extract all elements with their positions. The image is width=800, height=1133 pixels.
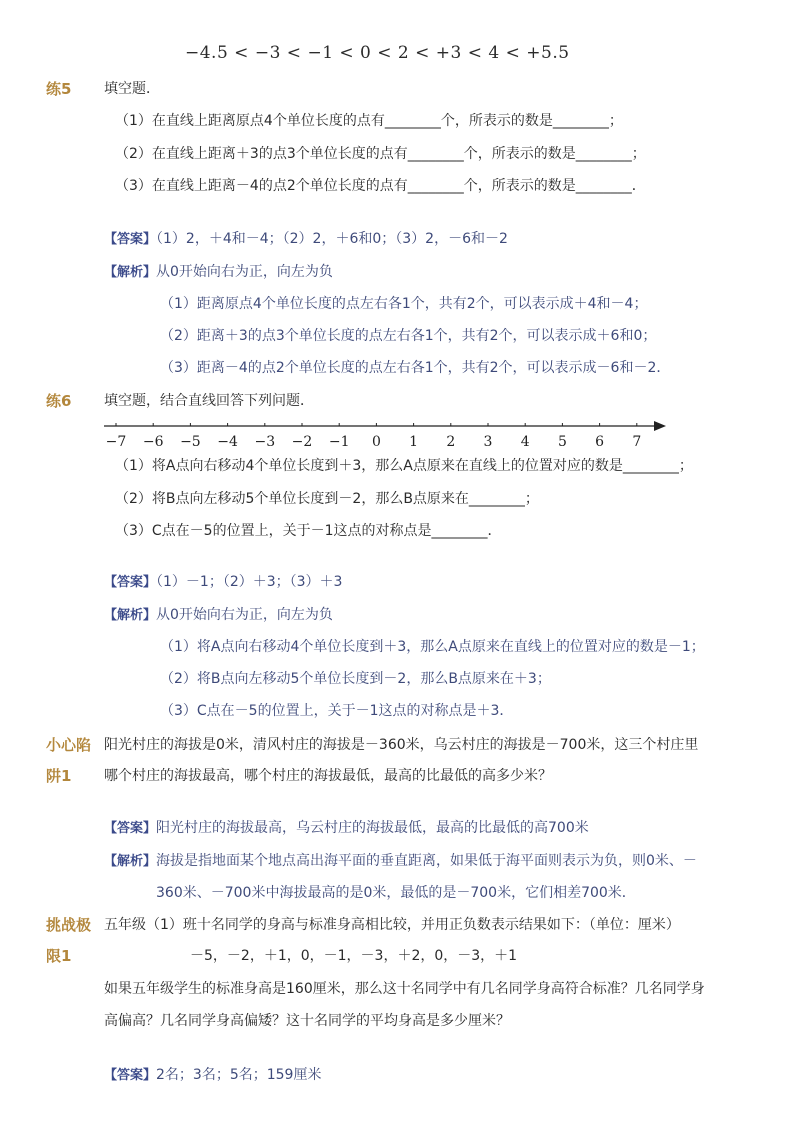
challenge1-answer-text: 2名；3名；5名；159厘米: [156, 1067, 322, 1083]
ex6-label: 练6: [46, 392, 72, 410]
ex5-analysis-1: （1）距离原点4个单位长度的点左右各1个，共有2个，可以表示成＋4和－4；: [160, 296, 648, 312]
number-line-label: 1: [409, 434, 419, 450]
number-line-label: 7: [632, 434, 642, 450]
trap1-line-1: 阳光村庄的海拔是0米，清风村庄的海拔是－360米，乌云村庄的海拔是－700米，这三个村庄里: [104, 737, 699, 753]
ex5-question-3: （3）在直线上距离－4的点2个单位长度的点有________个，所表示的数是________．: [115, 178, 646, 194]
ex5-analysis-2: （2）距离＋3的点3个单位长度的点左右各1个，共有2个，可以表示成＋6和0；: [160, 328, 657, 344]
trap1-line-2: 哪个村庄的海拔最高，哪个村庄的海拔最低，最高的比最低的高多少米？: [104, 768, 552, 784]
challenge1-label-line1: 挑战极: [46, 916, 92, 934]
ex6-answer: [104, 572, 342, 593]
analysis-tag: 【解析】: [104, 854, 157, 869]
ex6-question-1: （1）将A点向右移动4个单位长度到＋3，那么A点原来在直线上的位置对应的数是________；: [115, 458, 693, 474]
challenge1-answer: [104, 1065, 321, 1086]
ex6-analysis-intro: 从0开始向右为正，向左为负: [156, 607, 333, 623]
number-line-label: 0: [371, 434, 381, 450]
number-line-label: 6: [595, 434, 605, 450]
ex5-title: 填空题．: [104, 81, 160, 97]
ex6-analysis: [104, 605, 333, 626]
number-line-label: −3: [254, 434, 276, 450]
analysis-tag: 【解析】: [104, 608, 157, 623]
ex5-label: 练5: [46, 80, 72, 98]
trap1-label-line1: 小心陷: [46, 736, 92, 754]
number-line-label: 2: [446, 434, 456, 450]
number-line-label: −2: [291, 434, 313, 450]
ex6-analysis-1: （1）将A点向右移动4个单位长度到＋3，那么A点原来在直线上的位置对应的数是－1；: [160, 639, 705, 655]
ex6-analysis-2: （2）将B点向左移动5个单位长度到－2，那么B点原来在＋3；: [160, 671, 551, 687]
ex6-title: 填空题，结合直线回答下列问题．: [104, 393, 314, 409]
number-line-label: 3: [483, 434, 493, 450]
number-line-label: −6: [142, 434, 164, 450]
ex6-question-2: （2）将B点向左移动5个单位长度到－2，那么B点原来在________；: [115, 491, 539, 507]
answer-tag: 【答案】: [104, 232, 157, 247]
analysis-tag: 【解析】: [104, 265, 157, 280]
challenge1-data-line: －5，－2，＋1，0，－1，－3，＋2，0，－3，＋1: [190, 948, 518, 964]
number-line: [100, 416, 670, 454]
number-line-label: 4: [520, 434, 530, 450]
challenge1-line-1: 五年级（1）班十名同学的身高与标准身高相比较，并用正负数表示结果如下：（单位：厘米）: [104, 917, 680, 933]
ex5-answer: [104, 229, 508, 250]
ex5-answer-text: （1）2，＋4和－4；（2）2，＋6和0；（3）2，－6和－2: [156, 231, 508, 247]
trap1-label-line2: 阱1: [46, 767, 72, 785]
ex5-analysis: [104, 262, 333, 283]
number-line-label: −1: [328, 434, 350, 450]
answer-tag: 【答案】: [104, 575, 157, 590]
challenge1-line-4: 高偏高？几名同学身高偏矮？这十名同学的平均身高是多少厘米？: [104, 1013, 510, 1029]
number-line-label: 5: [557, 434, 567, 450]
trap1-analysis: [104, 851, 697, 872]
answer-tag: 【答案】: [104, 1068, 157, 1083]
ex5-analysis-3: （3）距离－4的点2个单位长度的点左右各1个，共有2个，可以表示成－6和－2．: [160, 360, 671, 376]
ex5-analysis-intro: 从0开始向右为正，向左为负: [156, 264, 333, 280]
trap1-analysis-line-2: 360米、－700米中海拔最高的是0米，最低的是－700米，它们相差700米．: [156, 885, 636, 901]
ex6-question-3: （3）C点在－5的位置上，关于－1这点的对称点是________．: [115, 523, 502, 539]
ex5-question-1: （1）在直线上距离原点4个单位长度的点有________个，所表示的数是________；: [115, 113, 623, 129]
number-line-label: −7: [105, 434, 127, 450]
answer-tag: 【答案】: [104, 821, 157, 836]
number-line-label: −5: [180, 434, 201, 450]
trap1-answer: [104, 818, 589, 839]
top-inequality: −4.5 < −3 < −1 < 0 < 2 < +3 < 4 < +5.5: [185, 43, 570, 63]
trap1-answer-text: 阳光村庄的海拔最高，乌云村庄的海拔最低，最高的比最低的高700米: [156, 820, 589, 836]
trap1-analysis-line-1: 海拔是指地面某个地点高出海平面的垂直距离，如果低于海平面则表示为负，则0米、－: [156, 853, 697, 869]
number-line-label: −4: [217, 434, 238, 450]
ex6-answer-text: （1）－1；（2）＋3；（3）＋3: [156, 574, 343, 590]
ex6-analysis-3: （3）C点在－5的位置上，关于－1这点的对称点是＋3．: [160, 703, 514, 719]
challenge1-line-3: 如果五年级学生的标准身高是160厘米，那么这十名同学中有几名同学身高符合标准？几名同学身: [104, 981, 705, 997]
number-line-arrow: [654, 421, 666, 431]
ex5-question-2: （2）在直线上距离＋3的点3个单位长度的点有________个，所表示的数是________；: [115, 146, 646, 162]
challenge1-label-line2: 限1: [46, 947, 72, 965]
